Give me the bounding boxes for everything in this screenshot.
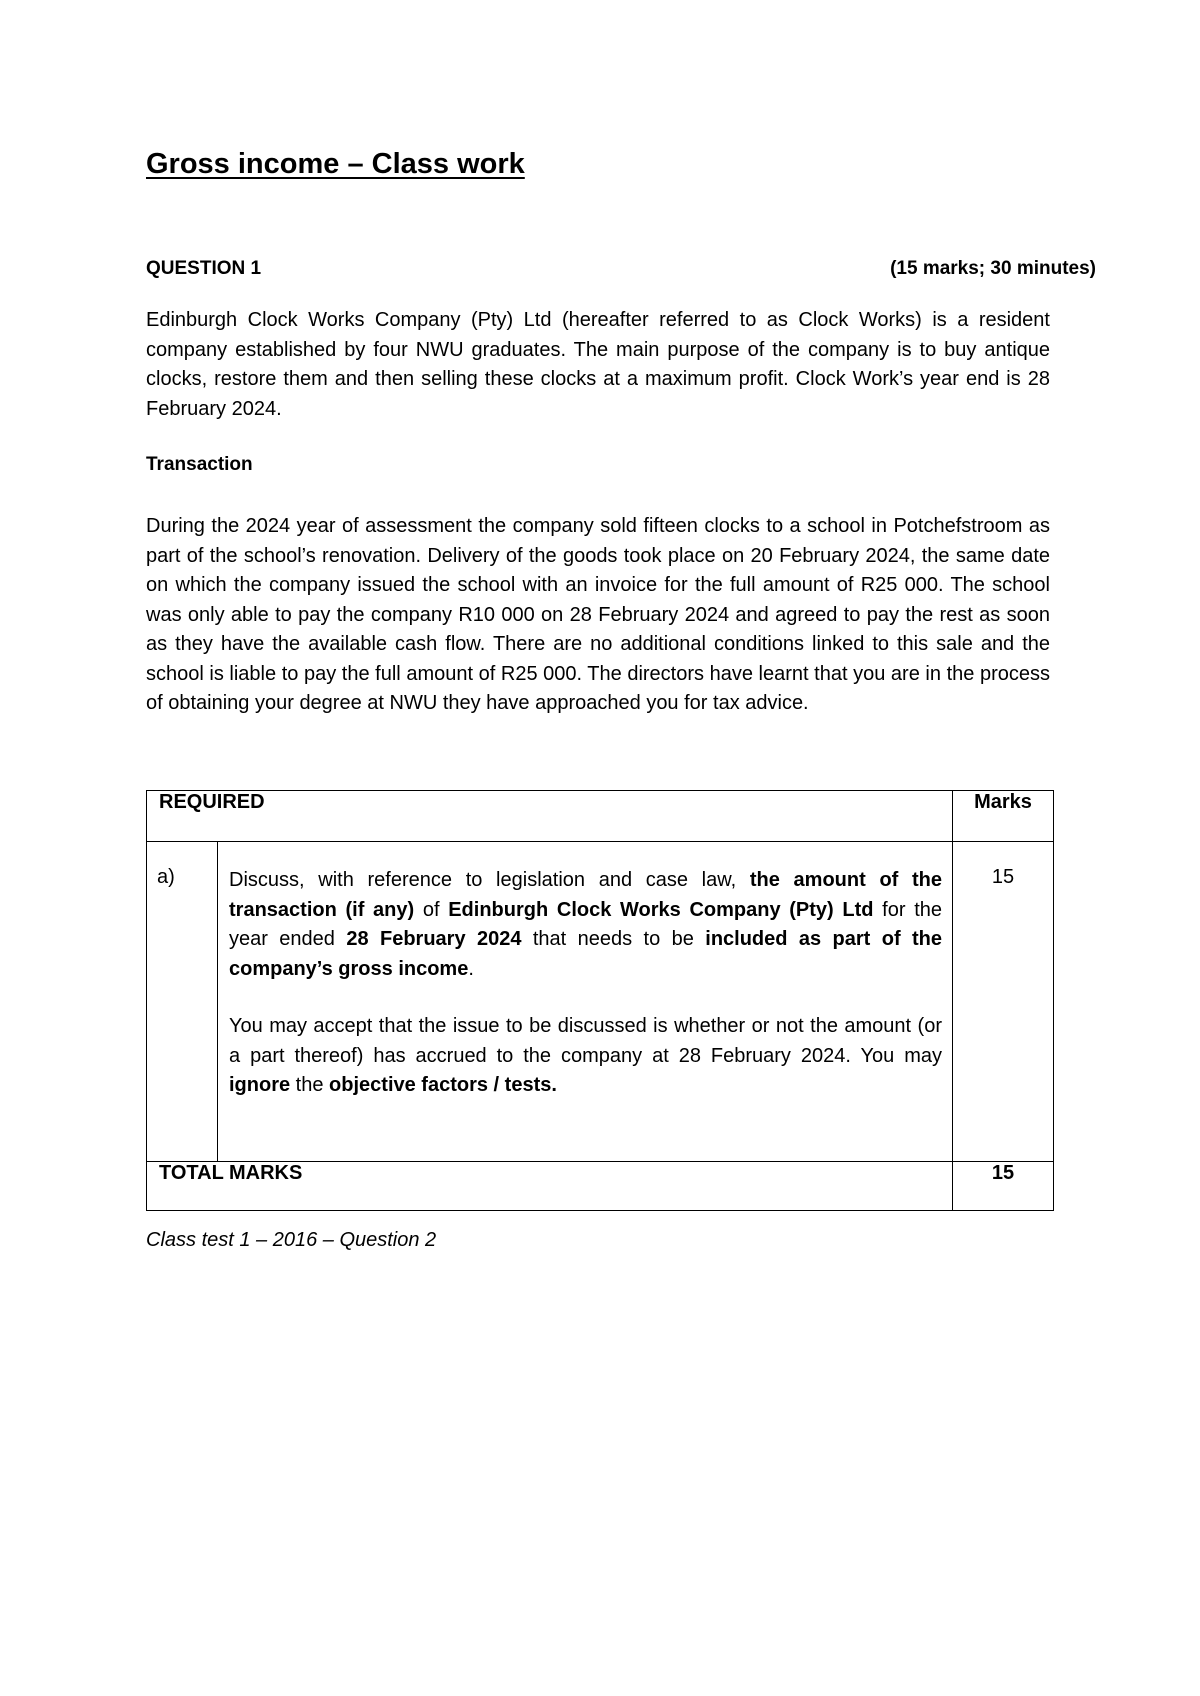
required-table-header (147, 791, 1054, 842)
page-title: Gross income – Class work (146, 148, 525, 180)
instruction-text: Discuss, with reference to legislation and case law, (229, 869, 750, 891)
row-label: a) (147, 842, 218, 1162)
header-marks: Marks (953, 791, 1054, 842)
instruction-bold: Edinburgh Clock Works Company (Pty) Ltd (448, 898, 874, 921)
intro-paragraph: Edinburgh Clock Works Company (Pty) Ltd (hereafter referred to as Clock Works) is a resident company established by four NWU graduates. The main purpose of the company is to buy antique clocks, restore them and then selling these clocks at a maximum profit. Clock Work’s year end is 28 February 2024. (146, 309, 1050, 420)
instruction-text: . (468, 957, 474, 980)
instruction-text: for the year ended (229, 898, 943, 950)
instruction-bold: 28 February 2024 (346, 928, 522, 950)
instruction-text: the (290, 1074, 330, 1096)
instruction-text: of (414, 898, 449, 921)
total-value: 15 (953, 1162, 1054, 1211)
transaction-paragraph: During the 2024 year of assessment the company sold fifteen clocks to a school in Potchefstroom as part of the school’s renovation. Delivery of the goods took place on 20 February 2024, the same date on which the company issued the school with an invoice for the full amount of R25 000. The school was only able to pay the company R10 000 on 28 February 2024 and agreed to pay the rest as soon as they have the available cash flow. There are no additional conditions linked to this sale and the school is liable to pay the full amount of R25 000. The directors have learnt that you are in the process of obtaining your degree at NWU they have approached you for tax advice. (146, 515, 1050, 714)
instruction-paragraph-2 (229, 1012, 942, 1101)
row-instructions (218, 842, 953, 1162)
row-marks: 15 (953, 842, 1054, 1162)
total-label: TOTAL MARKS (147, 1162, 953, 1211)
instruction-bold: the amount of the transaction (if any) (229, 869, 943, 921)
instruction-bold: ignore (229, 1074, 291, 1096)
instruction-bold: objective factors / tests. (329, 1074, 557, 1096)
source-note: Class test 1 – 2016 – Question 2 (146, 1229, 437, 1251)
total-row (147, 1162, 1054, 1211)
instruction-paragraph-1 (229, 866, 942, 984)
required-table-row (147, 842, 1054, 1162)
instruction-text: that needs to be (521, 928, 706, 950)
question-header (146, 258, 1096, 280)
required-table (146, 790, 1054, 1211)
question-label: QUESTION 1 (146, 258, 262, 279)
transaction-heading: Transaction (146, 454, 253, 475)
instruction-bold: included as part of the company’s gross income (229, 928, 943, 980)
question-marks: (15 marks; 30 minutes) (890, 258, 1096, 279)
instruction-text: You may accept that the issue to be discussed is whether or not the amount (or a part thereof) has accrued to the company at 28 February 2024. You may (229, 1015, 942, 1067)
header-required: REQUIRED (147, 791, 953, 842)
